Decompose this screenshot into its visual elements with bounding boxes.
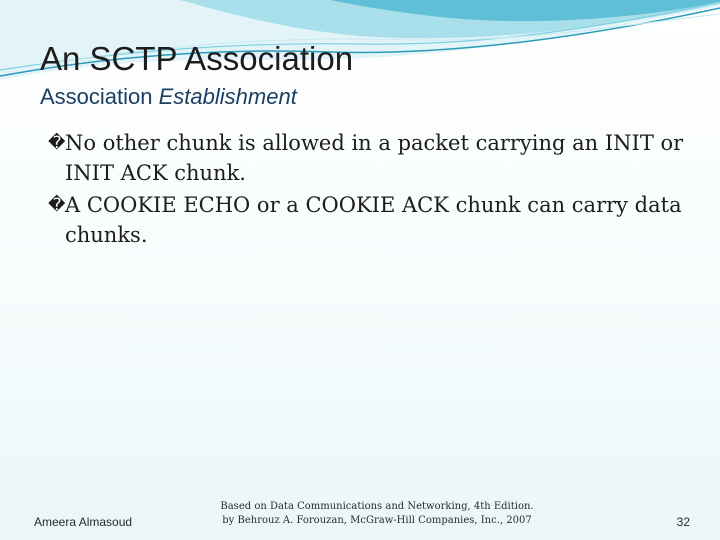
slide-subtitle [40,84,297,110]
footer-source-line-1: Based on Data Communications and Networking, 4th Edition. [220,501,534,512]
footer-source-line-2: by Behrouz A. Forouzan, McGraw-Hill Companies, Inc., 2007 [222,515,532,526]
bullet-item [48,128,688,188]
bullet-marker-icon: � [48,133,66,153]
slide-title: An SCTP Association [40,40,354,77]
bullet-text: A COOKIE ECHO or a COOKIE ACK chunk can carry data chunks. [65,193,682,247]
bullet-list [48,128,688,252]
subtitle-lead: Association [40,84,159,109]
bullet-text: No other chunk is allowed in a packet carrying an INIT or INIT ACK chunk. [65,131,684,185]
bullet-item [48,190,688,250]
page-number: 32 [676,515,690,529]
bullet-marker-icon: � [48,195,66,215]
footer-source [212,500,542,528]
subtitle-emphasis: Establishment [158,84,297,109]
footer-author: Ameera Almasoud [34,515,133,529]
